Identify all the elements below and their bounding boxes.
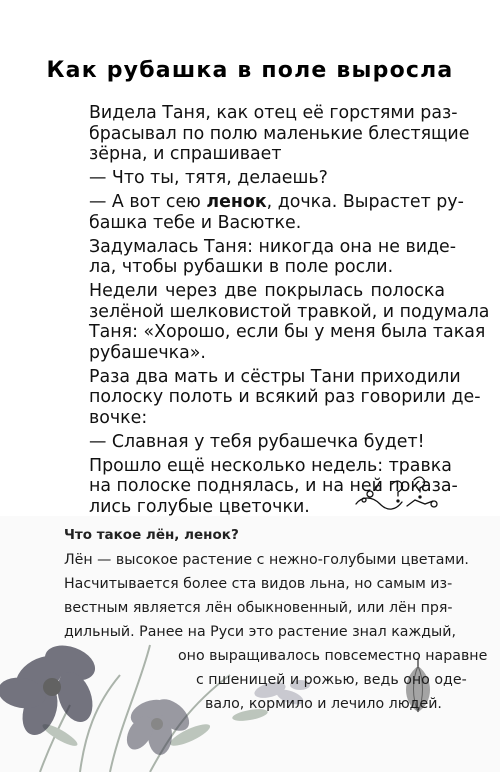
story-line: Таня: «Хорошо, если бы у меня была такая	[89, 322, 486, 342]
story-line: ла, чтобы рубашки в поле росли.	[89, 257, 394, 277]
story-bold-word: ленок	[206, 192, 267, 212]
story-line: зёрна, и спрашивает	[89, 144, 282, 164]
story-line: — Славная у тебя рубашечка будет!	[89, 431, 425, 452]
info-line: Лён — высокое растение с нежно-голубыми цветами.	[64, 552, 469, 568]
info-line: дильный. Ранее на Руси это растение знал каждый,	[64, 624, 456, 640]
story-line: вочке:	[89, 407, 148, 428]
story-line: на полоске поднялась, и на ней показа-	[89, 476, 458, 496]
story-title: Как рубашка в поле выросла	[46, 58, 454, 83]
story-text	[89, 103, 490, 517]
story-line: лись голубые цветочки.	[89, 496, 310, 517]
story-line: Недели через две покрылась полоска	[89, 281, 445, 301]
story-fragment: , дочка. Вырастет ру-	[266, 192, 464, 212]
story-line: рубашечка».	[89, 342, 206, 363]
story-line: башка тебе и Васютке.	[89, 212, 302, 233]
story-line: Прошло ещё несколько недель: травка	[89, 455, 452, 476]
story-fragment: — А вот сею	[89, 192, 201, 212]
story-line: Раза два мать и сёстры Тани приходили	[89, 366, 461, 387]
info-line: вало, кормило и лечило людей.	[205, 696, 442, 712]
story-line: брасывал по полю маленькие блестящие	[89, 123, 470, 144]
story-line: Задумалась Таня: никогда она не виде-	[89, 236, 457, 257]
story-line	[89, 192, 464, 213]
info-line: вестным является лён обыкновенный, или лён пря-	[64, 600, 453, 616]
info-question: Что такое лён, ленок?	[64, 527, 239, 543]
story-line: — Что ты, тятя, делаешь?	[89, 168, 328, 188]
story-line: Видела Таня, как отец её горстями раз-	[89, 103, 458, 123]
doodle-question-marks-illustration	[352, 474, 442, 514]
info-line: оно выращивалось повсеместно наравне	[178, 648, 488, 664]
info-line: Насчитывается более ста видов льна, но самым из-	[64, 576, 453, 592]
story-line: полоску полоть и всякий раз говорили де-	[89, 387, 481, 407]
info-line: с пшеницей и рожью, ведь оно оде-	[196, 672, 467, 688]
story-line: зелёной шелковистой травкой, и подумала	[89, 301, 490, 322]
